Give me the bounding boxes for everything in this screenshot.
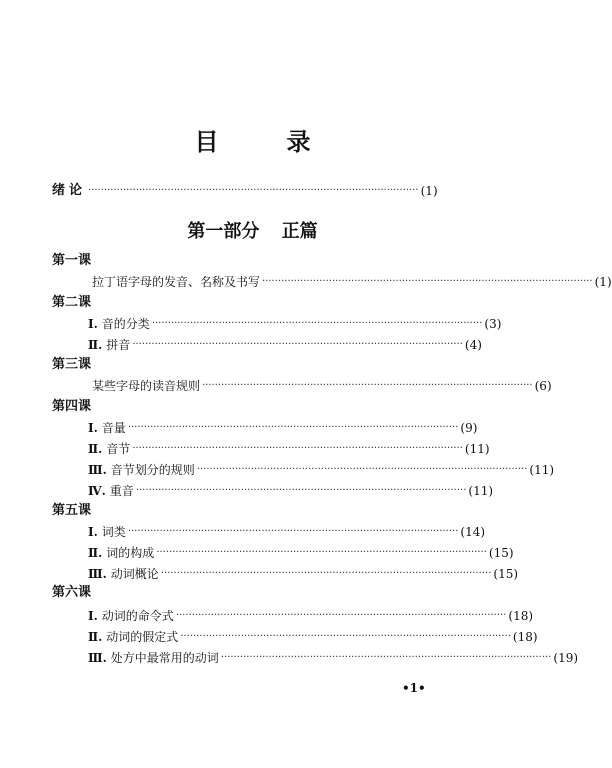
paren-close: ) (549, 463, 555, 477)
dot-leader: ········································································································ (262, 276, 593, 287)
page-title: 目 录 (194, 127, 333, 156)
dot-leader: ········································································································ (151, 318, 483, 329)
paren-open: ( (594, 275, 600, 289)
paren-open: ( (420, 184, 426, 198)
lesson-heading: 第六课 (52, 585, 92, 600)
toc-page-number: 1 (599, 275, 607, 289)
toc-entry-label: 动词的命令式 (101, 609, 174, 623)
dot-leader: ········································································································ (132, 443, 463, 454)
paren-close: ) (532, 630, 538, 644)
toc-page-number: 15 (498, 567, 514, 581)
roman-numeral: Ⅰ. (88, 421, 98, 435)
toc-page-number: 9 (465, 421, 473, 435)
toc-page-number: 19 (558, 651, 574, 665)
toc-entry-label: 某些字母的读音规则 (92, 379, 201, 393)
paren-close: ) (472, 421, 478, 435)
toc-entry-label: 绪论 (52, 183, 87, 198)
dot-leader: ········································································································ (156, 547, 487, 558)
toc-entry-label: 音量 (101, 421, 126, 435)
paren-open: ( (553, 651, 559, 665)
roman-numeral: Ⅱ. (88, 338, 103, 352)
paren-open: ( (529, 463, 535, 477)
toc-page-number: 11 (469, 442, 485, 456)
roman-numeral: Ⅳ. (88, 484, 106, 498)
paren-close: ) (488, 484, 494, 498)
toc-entry-label: 音节划分的规则 (110, 463, 195, 477)
paren-close: ) (528, 609, 534, 623)
toc-entry[interactable] (88, 628, 538, 646)
toc-entry[interactable] (88, 336, 482, 354)
part-heading (0, 217, 505, 243)
roman-numeral: Ⅱ. (88, 630, 103, 644)
paren-close: ) (508, 546, 514, 560)
paren-open: ( (534, 379, 540, 393)
roman-numeral: Ⅰ. (88, 609, 98, 623)
paren-close: ) (606, 275, 612, 289)
toc-entry[interactable] (88, 461, 555, 479)
toc-entry-label: 拉丁语字母的发音、名称及书写 (92, 275, 261, 289)
paren-close: ) (477, 338, 482, 352)
roman-numeral: Ⅲ. (88, 567, 107, 581)
toc-page-number: 6 (539, 379, 547, 393)
paren-open: ( (464, 442, 470, 456)
lesson-heading: 第四课 (52, 399, 92, 414)
paren-open: ( (460, 525, 466, 539)
paren-close: ) (546, 379, 552, 393)
paren-open: ( (508, 609, 514, 623)
toc-page-number: 14 (465, 525, 481, 539)
lesson-heading: 第五课 (52, 503, 92, 518)
lesson-heading: 第一课 (52, 253, 92, 268)
toc-entry[interactable] (88, 482, 494, 500)
dot-leader: ········································································································ (202, 380, 533, 391)
dot-leader: ········································································································ (196, 464, 528, 475)
toc-entry-label: 处方中最常用的动词 (110, 651, 219, 665)
toc-page-number: 11 (534, 463, 550, 477)
paren-open: ( (488, 546, 494, 560)
toc-entry-label: 重音 (109, 484, 134, 498)
dot-leader: ········································································································ (88, 185, 419, 196)
paren-open: ( (468, 484, 474, 498)
toc-page-number: 1 (425, 184, 433, 198)
toc-entry[interactable] (88, 440, 490, 458)
toc-entry[interactable] (88, 565, 519, 583)
lesson-heading: 第三课 (52, 357, 92, 372)
toc-page-number: 15 (493, 546, 509, 560)
roman-numeral: Ⅱ. (88, 442, 103, 456)
toc-entry[interactable] (88, 544, 514, 562)
paren-open: ( (493, 567, 499, 581)
dot-leader: ········································································································ (220, 652, 552, 663)
toc-page-number: 11 (473, 484, 489, 498)
toc-page-number: 4 (469, 338, 478, 352)
paren-close: ) (480, 525, 486, 539)
paren-open: ( (460, 421, 466, 435)
paren-open: ( (512, 630, 518, 644)
toc-entry-label: 动词的假定式 (106, 630, 179, 644)
toc-entry[interactable] (88, 419, 478, 437)
toc-entry-label: 词类 (101, 525, 126, 539)
dot-leader: ········································································································ (135, 485, 467, 496)
toc-entry[interactable] (88, 315, 502, 333)
paren-close: ) (484, 442, 490, 456)
paren-open: ( (464, 338, 470, 352)
paren-close: ) (513, 567, 519, 581)
paren-close: ) (573, 651, 579, 665)
dot-leader: ········································································································ (127, 422, 459, 433)
paren-open: ( (484, 317, 490, 331)
toc-page-number: 3 (489, 317, 497, 331)
roman-numeral: Ⅱ. (88, 546, 103, 560)
dot-leader: ········································································································ (160, 568, 492, 579)
roman-numeral: Ⅲ. (88, 463, 107, 477)
dot-leader: ········································································································ (132, 339, 463, 350)
toc-entry-intro[interactable] (52, 182, 437, 200)
toc-entry[interactable] (88, 523, 486, 541)
toc-page-number: 18 (513, 609, 529, 623)
toc-entry[interactable] (92, 273, 612, 291)
paren-close: ) (432, 184, 438, 198)
toc-entry[interactable] (88, 607, 534, 625)
lesson-heading: 第二课 (52, 295, 92, 310)
toc-entry-label: 音节 (106, 442, 131, 456)
roman-numeral: Ⅲ. (88, 651, 107, 665)
part-name: 正篇 (281, 221, 318, 242)
toc-entry-label: 音的分类 (101, 317, 150, 331)
roman-numeral: Ⅰ. (88, 317, 98, 331)
toc-entry-label: 词的构成 (106, 546, 155, 560)
toc-entry[interactable] (88, 649, 579, 667)
part-label: 第一部分 (187, 221, 260, 242)
dot-leader: ········································································································ (127, 526, 459, 537)
page-number: •1• (402, 681, 426, 695)
roman-numeral: Ⅰ. (88, 525, 98, 539)
toc-entry-label: 动词概论 (110, 567, 159, 581)
dot-leader: ········································································································ (180, 631, 511, 642)
toc-entry[interactable] (92, 377, 552, 395)
dot-leader: ········································································································ (175, 610, 507, 621)
toc-entry-label: 拼音 (106, 338, 131, 352)
paren-close: ) (496, 317, 502, 331)
toc-page-number: 18 (517, 630, 533, 644)
